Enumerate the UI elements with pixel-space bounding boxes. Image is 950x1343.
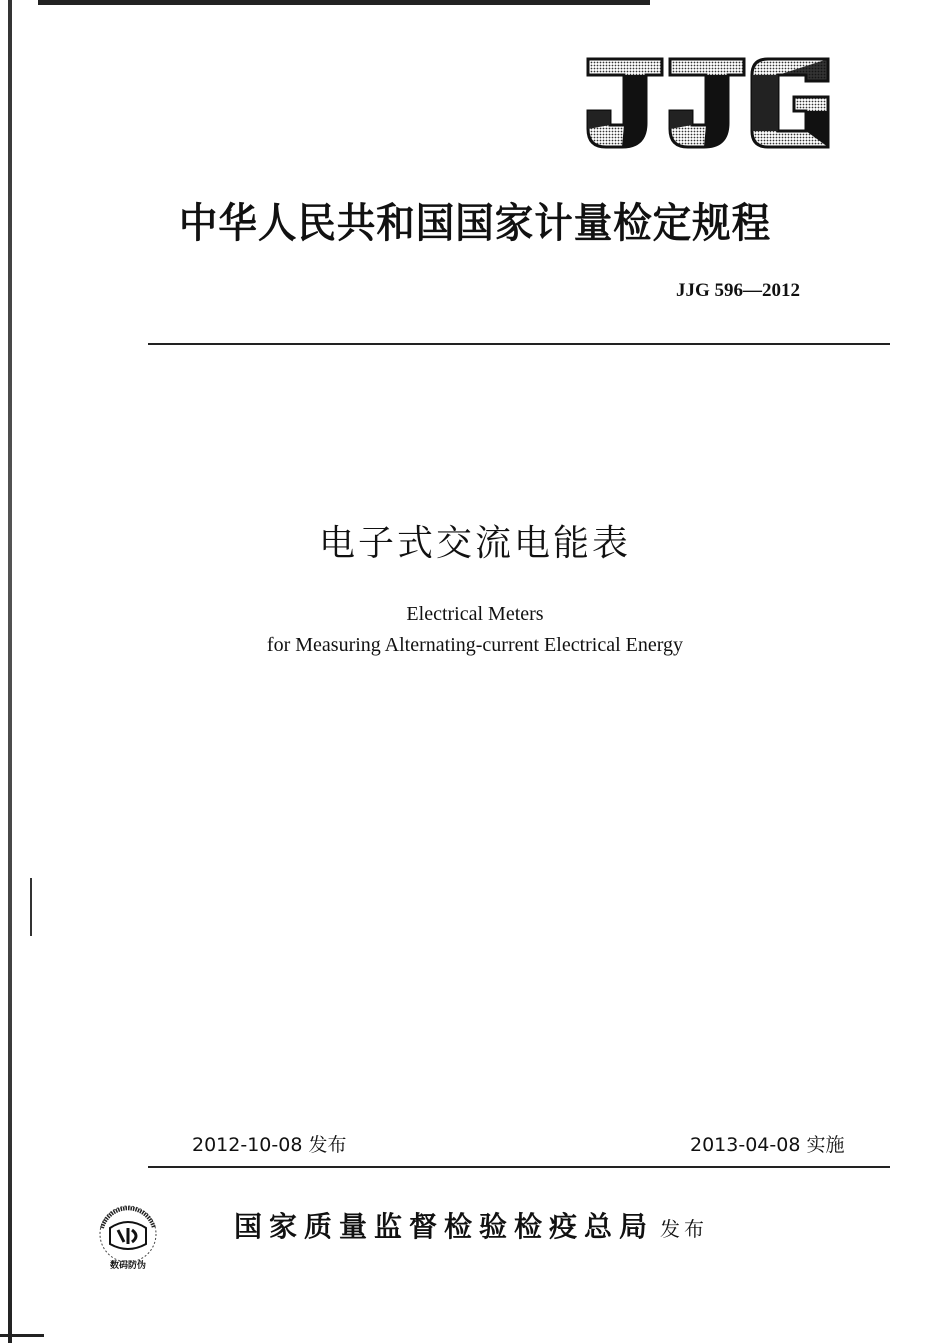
document-title-en-line1: Electrical Meters bbox=[406, 603, 544, 625]
scan-mark bbox=[30, 878, 32, 936]
scan-corner-mark bbox=[0, 1334, 44, 1337]
divider-top bbox=[148, 343, 890, 345]
publisher-name: 国家质量监督检验检疫总局 bbox=[234, 1210, 655, 1243]
divider-bottom bbox=[148, 1166, 890, 1168]
jjg-logo-icon bbox=[584, 55, 834, 151]
standard-code: JJG 596—2012 bbox=[675, 280, 800, 301]
scan-edge-top bbox=[38, 0, 650, 5]
publisher-suffix: 发布 bbox=[660, 1217, 709, 1241]
implementation-date: 2013-04-08 实施 bbox=[690, 1134, 845, 1156]
seal-caption: 数码防伪 bbox=[109, 1261, 147, 1271]
document-title-en-line2: for Measuring Alternating-current Electrical Energy bbox=[266, 634, 684, 656]
anti-counterfeit-seal-icon bbox=[88, 1200, 168, 1274]
release-date: 2012-10-08 发布 bbox=[192, 1134, 347, 1156]
document-title-cn: 电子式交流电能表 bbox=[318, 523, 631, 564]
publisher bbox=[234, 1205, 708, 1245]
regulation-series-title: 中华人民共和国国家计量检定规程 bbox=[178, 199, 772, 247]
